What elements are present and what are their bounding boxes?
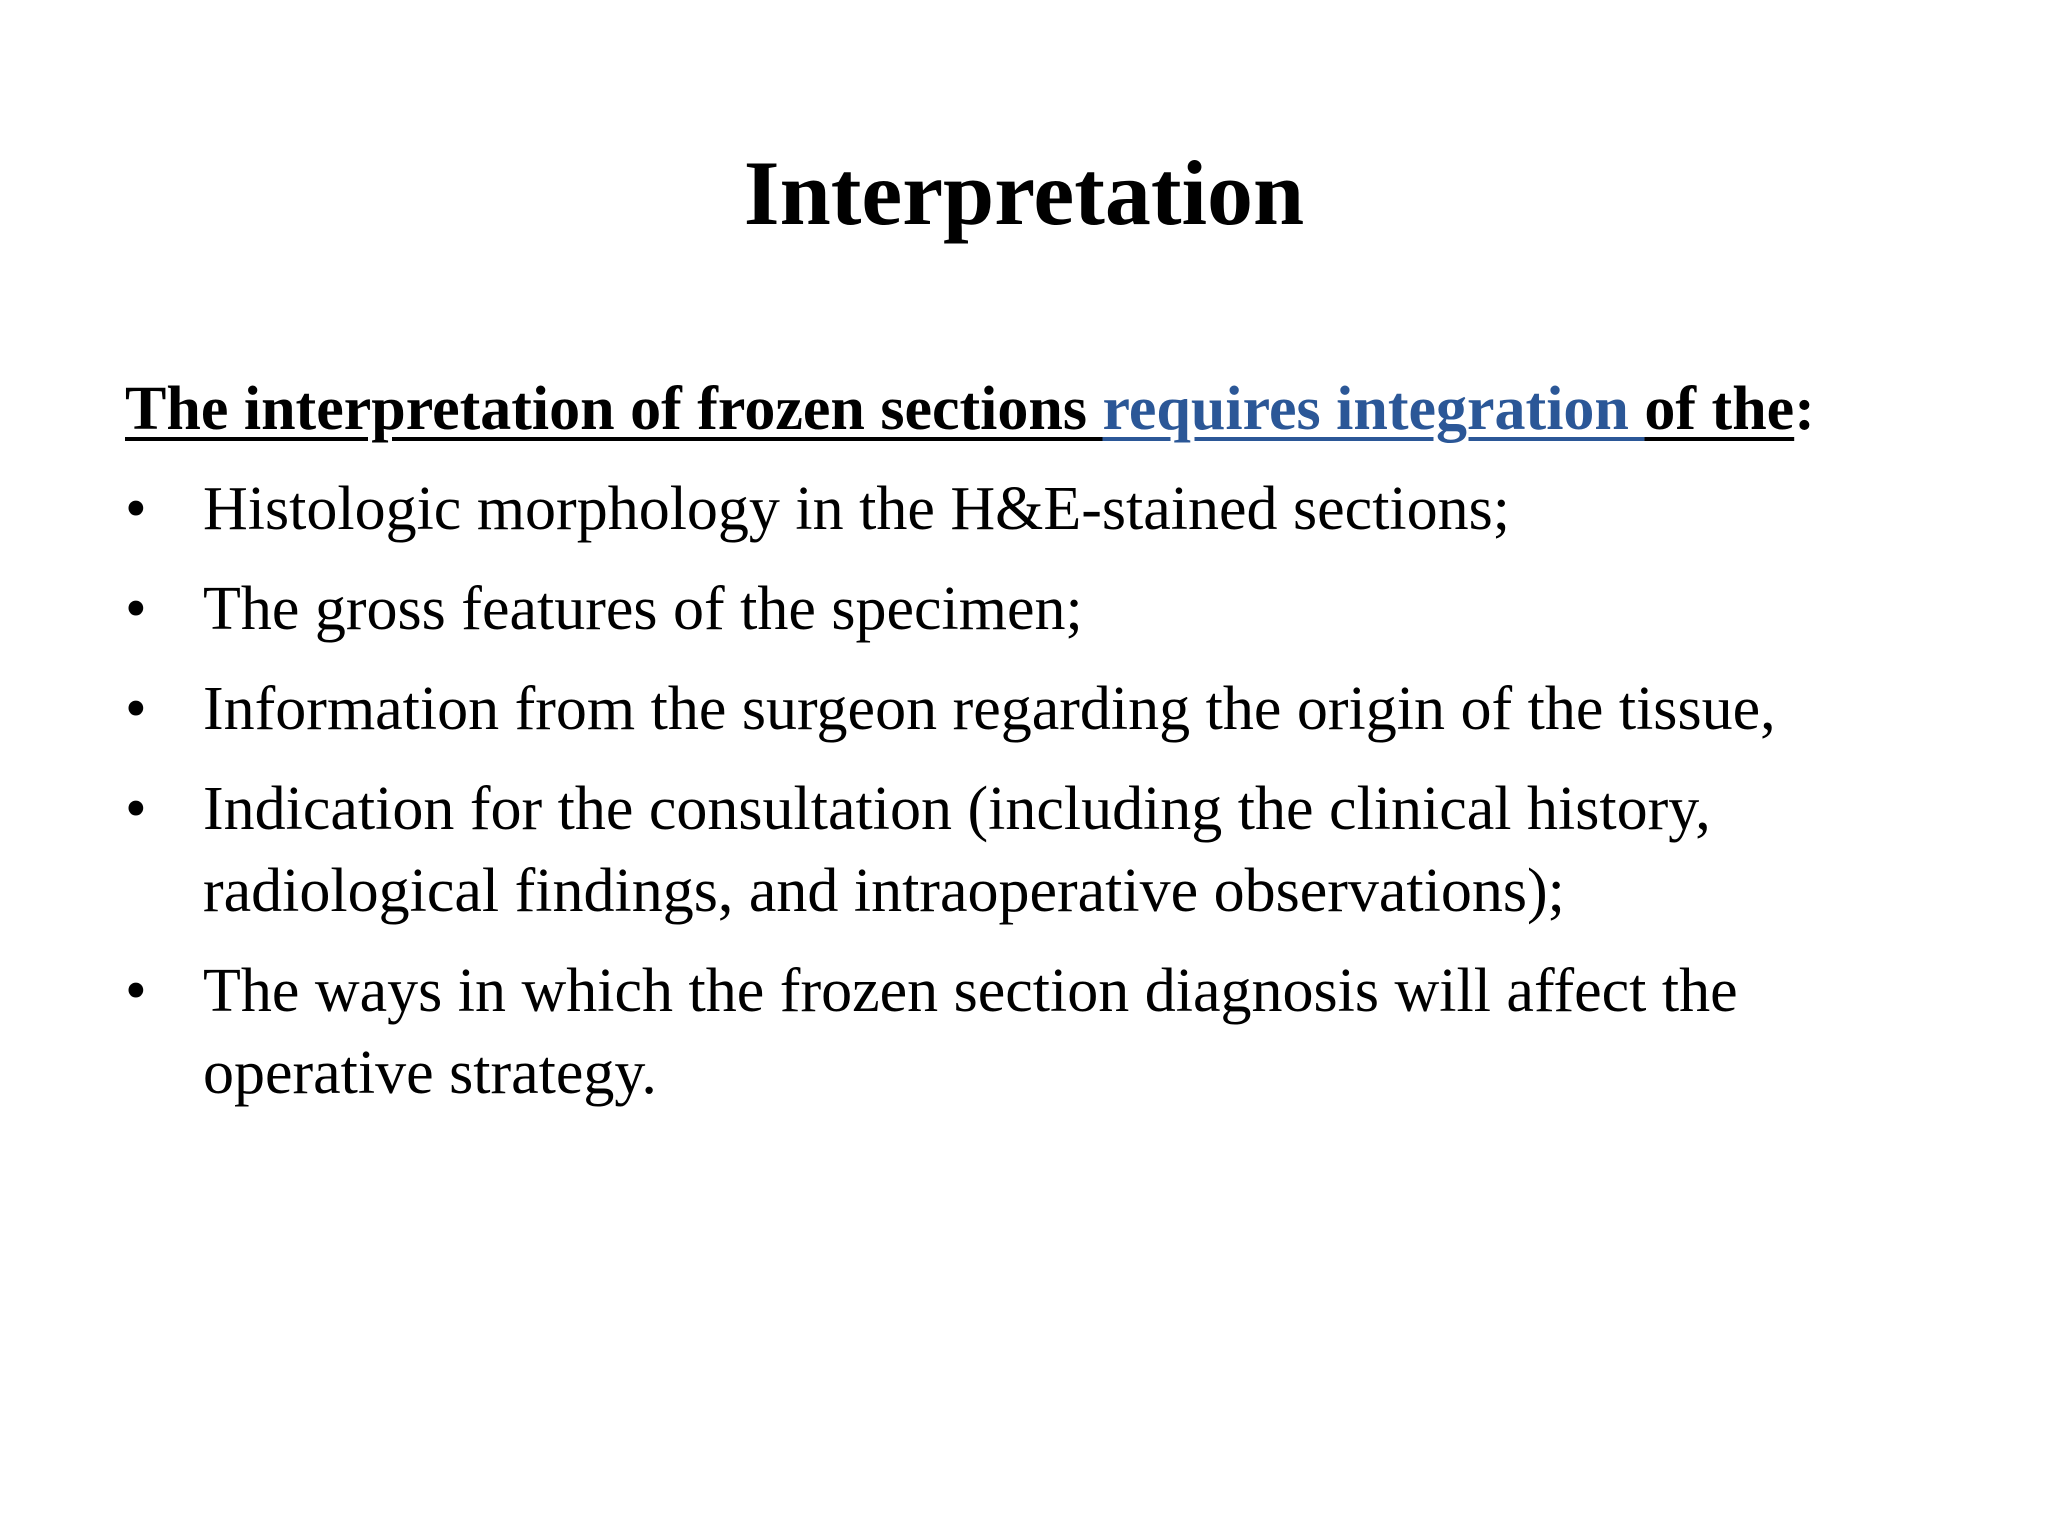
slide-title: Interpretation (743, 142, 1305, 244)
list-item-text: Indication for the consultation (including the clinical history, radiological findings, and intraoperative observations); (203, 775, 1711, 925)
list-item (125, 768, 1925, 932)
list-item-text: The gross features of the specimen; (203, 575, 1083, 643)
list-item (125, 668, 1925, 750)
bullet-list (125, 468, 1925, 1114)
bullet-icon: • (125, 575, 147, 643)
list-item-text: Histologic morphology in the H&E-stained sections; (203, 475, 1510, 543)
list-item-text: Information from the surgeon regarding the origin of the tissue, (203, 675, 1776, 743)
bullet-icon: • (125, 475, 147, 543)
bullet-icon: • (125, 675, 147, 743)
intro-text-end: of the (1644, 375, 1795, 443)
intro-paragraph (125, 368, 1925, 450)
intro-text-start: The interpretation of frozen sections (125, 375, 1103, 443)
list-item (125, 950, 1925, 1114)
intro-colon: : (1794, 375, 1815, 443)
list-item (125, 468, 1925, 550)
list-item (125, 568, 1925, 650)
list-item-text: The ways in which the frozen section diagnosis will affect the operative strategy. (203, 957, 1738, 1107)
intro-link[interactable]: requires integration (1102, 375, 1645, 443)
slide-body (125, 368, 1925, 1132)
bullet-icon: • (125, 775, 147, 843)
bullet-icon: • (125, 957, 147, 1025)
